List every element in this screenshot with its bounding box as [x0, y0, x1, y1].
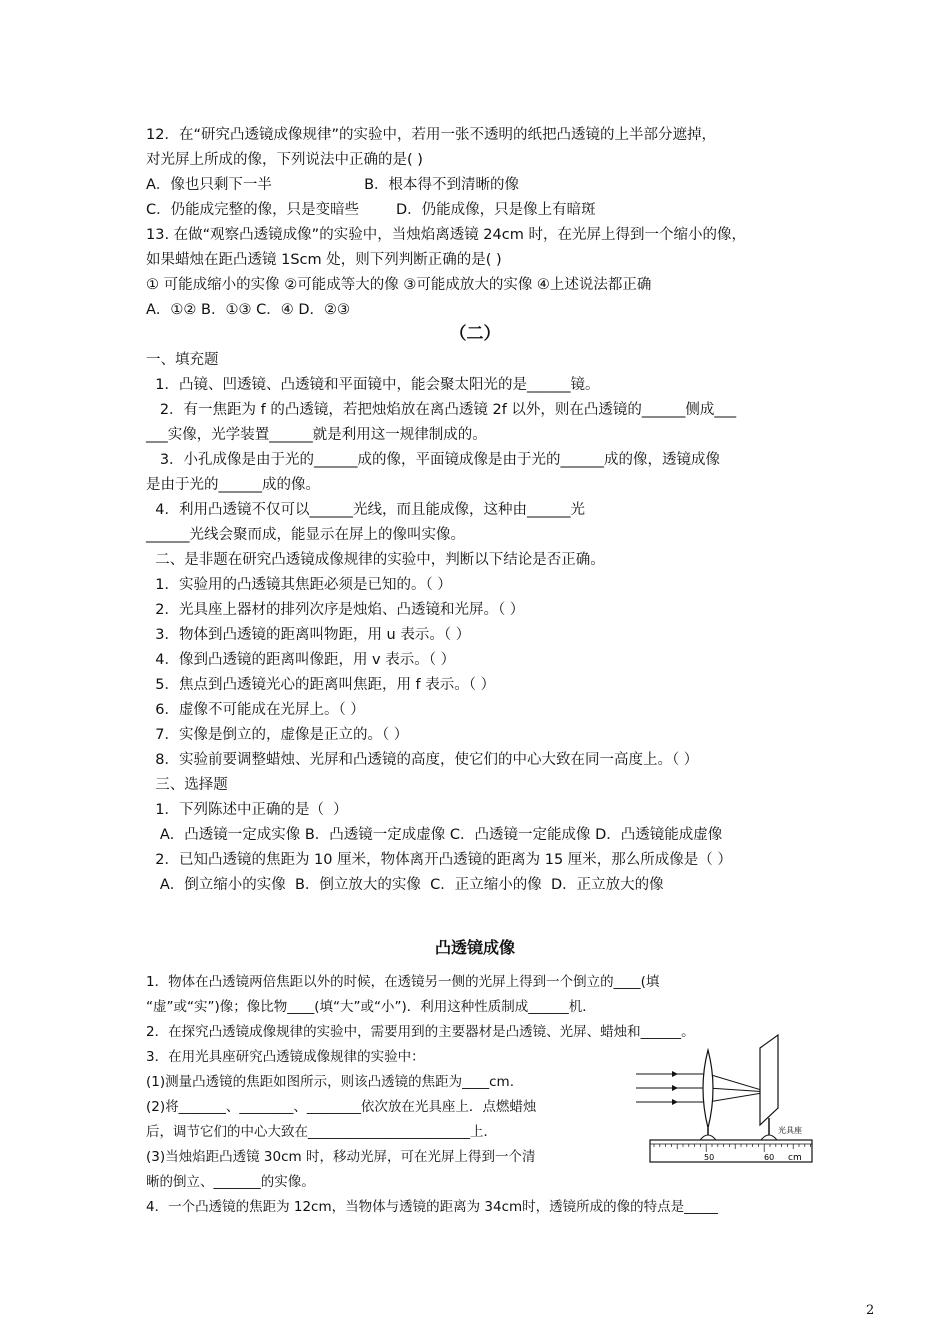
fill-q4-line-2: ______光线会聚而成，能显示在屏上的像叫实像。	[146, 527, 465, 543]
choice-q2: 2．已知凸透镜的焦距为 10 厘米，物体离开凸透镜的距离为 15 厘米，那么所成像是（ ）	[146, 852, 732, 868]
s3-q1-line-2: “虚”或“实”)像；像比物____(填“大”或“小”)．利用这种性质制成______机．	[146, 999, 596, 1015]
tf-item-6: 6．虚像不可能成在光屏上。（ ）	[146, 702, 365, 718]
ray-bottom-arrow	[672, 1099, 678, 1105]
choice-q2-options: A．倒立缩小的实像 B．倒立放大的实像 C．正立缩小的像 D．正立放大的像	[146, 877, 664, 893]
q12-line-2: 对光屏上所成的像，下列说法中正确的是( )	[146, 152, 423, 168]
fill-q3-line-1: 3．小孔成像是由于光的______成的像，平面镜成像是由于光的______成的像，透镜成像	[146, 452, 721, 468]
tf-item-5: 5．焦点到凸透镜光心的距离叫焦距，用 f 表示。（ ）	[146, 677, 496, 693]
fill-q1: 1．凸镜、凹透镜、凸透镜和平面镜中，能会聚太阳光的是______镜。	[146, 377, 600, 393]
q13-statements: ① 可能成缩小的实像 ②可能成等大的像 ③可能成放大的实像 ④上述说法都正确	[146, 277, 652, 293]
ray-middle-continue	[708, 1088, 768, 1092]
q13-line-2: 如果蜡烛在距凸透镜 1Scm 处，则下列判断正确的是( )	[146, 252, 502, 268]
choice-heading: 三、选择题	[146, 777, 228, 793]
ray-top-arrow	[672, 1071, 678, 1077]
ray-top-converge	[708, 1074, 768, 1092]
tf-item-3: 3．物体到凸透镜的距离叫物距，用 u 表示。（ ）	[146, 627, 471, 643]
bench-label: 光具座	[778, 1126, 802, 1135]
tf-item-2: 2．光具座上器材的排列次序是烛焰、凸透镜和光屏。（ ）	[146, 602, 525, 618]
page-number: 2	[866, 1303, 875, 1318]
s3-q4: 4．一个凸透镜的焦距为 12cm，当物体与透镜的距离为 34cm时，透镜所成的像的特点是_____	[146, 1199, 718, 1215]
ray-bottom-converge	[708, 1092, 768, 1102]
tf-item-4: 4．像到凸透镜的距离叫像距，用 v 表示。（ ）	[146, 652, 456, 668]
convex-lens	[703, 1050, 713, 1128]
s3-q2: 2．在探究凸透镜成像规律的实验中，需要用到的主要器材是凸透镜、光屏、蜡烛和______。	[146, 1024, 695, 1040]
tf-item-7: 7．实像是倒立的，虚像是正立的。（ ）	[146, 727, 409, 743]
ray-middle-arrow	[672, 1085, 678, 1091]
screen-holder	[761, 1135, 777, 1140]
choice-q1: 1．下列陈述中正确的是（ ）	[146, 802, 348, 818]
unit-label: cm	[788, 1153, 802, 1163]
section-2-title: （二）	[449, 324, 501, 344]
fill-q2-line-2: ___实像，光学装置______就是利用这一规律制成的。	[146, 427, 487, 443]
optical-bench-figure	[628, 1030, 818, 1165]
tf-item-1: 1．实验用的凸透镜其焦距必须是已知的。（ ）	[146, 577, 452, 593]
q12-options-cd: C．仍能成完整的像，只是变暗些 D．仍能成像，只是像上有暗斑	[146, 202, 596, 218]
q13-line-1: 13. 在做“观察凸透镜成像”的实验中，当烛焰离透镜 24cm 时，在光屏上得到一个缩小的像，	[146, 227, 746, 243]
tick-label-60: 60	[764, 1153, 775, 1162]
s3-q3-part-2-line-2: 后，调节它们的中心大致在________________________上．	[146, 1124, 497, 1140]
fill-q3-line-2: 是由于光的______成的像。	[146, 477, 320, 493]
s3-q3-intro: 3．在用光具座研究凸透镜成像规律的实验中：	[146, 1049, 425, 1065]
tick-label-50: 50	[704, 1153, 715, 1162]
q12-line-1: 12．在“研究凸透镜成像规律”的实验中，若用一张不透明的纸把凸透镜的上半部分遮掉，	[146, 127, 716, 143]
choice-q1-options: A．凸透镜一定成实像 B．凸透镜一定成虚像 C．凸透镜一定能成像 D．凸透镜能成虚像	[146, 827, 723, 843]
fill-in-heading: 一、填充题	[146, 352, 219, 368]
fill-q4-line-1: 4．利用凸透镜不仅可以______光线，而且能成像，这种由______光	[146, 502, 585, 518]
s3-q3-part-3-line-1: (3)当烛焰距凸透镜 30cm 时，移动光屏，可在光屏上得到一个清	[146, 1149, 536, 1165]
q12-options-ab: A．像也只剩下一半 B．根本得不到清晰的像	[146, 177, 520, 193]
tf-item-8: 8．实验前要调整蜡烛、光屏和凸透镜的高度，使它们的中心大致在同一高度上。（ ）	[146, 752, 699, 768]
lens-holder	[700, 1135, 716, 1140]
s3-q3-part-1: (1)测量凸透镜的焦距如图所示，则该凸透镜的焦距为____cm.	[146, 1074, 514, 1090]
s3-q3-part-3-line-2: 晰的倒立、_______的实像。	[146, 1174, 315, 1190]
fill-q2-line-1: 2．有一焦距为 f 的凸透镜，若把烛焰放在离凸透镜 2f 以外，则在凸透镜的______侧成___	[146, 402, 737, 418]
section-3-title: 凸透镜成像	[434, 938, 515, 957]
s3-q1-line-1: 1．物体在凸透镜两倍焦距以外的时候，在透镜另一侧的光屏上得到一个倒立的____(填	[146, 974, 660, 990]
light-screen	[760, 1035, 778, 1125]
s3-q3-part-2-line-1: (2)将_______、________、________依次放在光具座上．点燃蜡烛	[146, 1099, 537, 1115]
q13-options: A．①② B．①③ C．④ D．②③	[146, 302, 350, 318]
true-false-heading: 二、是非题在研究凸透镜成像规律的实验中，判断以下结论是否正确。	[146, 552, 605, 568]
